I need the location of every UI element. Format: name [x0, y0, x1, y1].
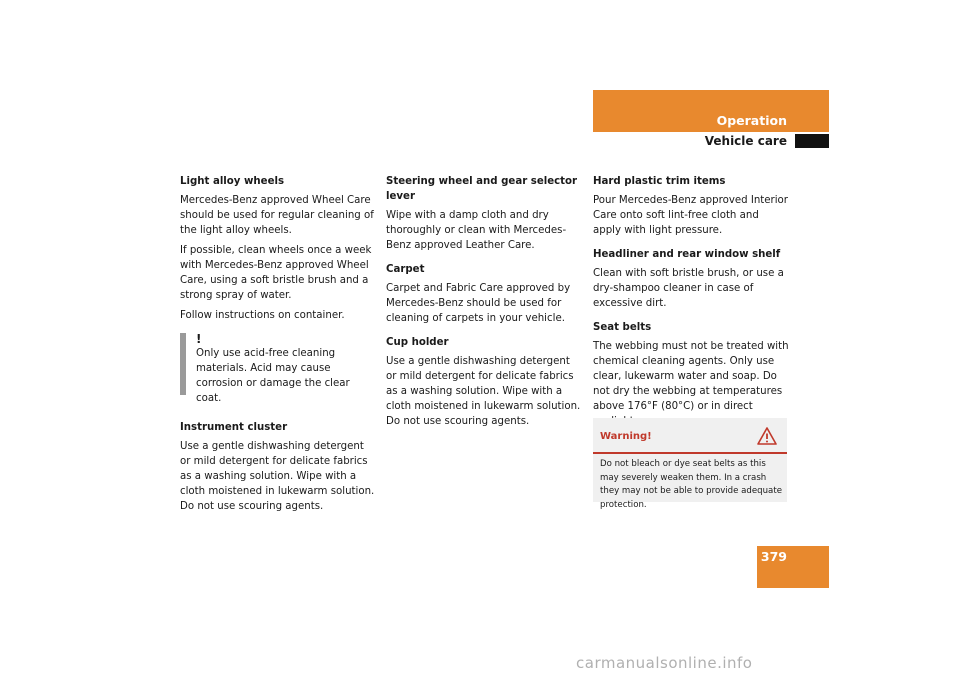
section-hard-plastic-trim	[593, 174, 789, 238]
section-seat-belts	[593, 320, 789, 429]
paragraph: Carpet and Fabric Care approved by Mercedes-Benz should be used for cleaning of carpets in your vehicle.	[386, 283, 571, 324]
warning-triangle-icon	[757, 427, 777, 445]
column-2	[386, 174, 582, 434]
column-1	[180, 174, 376, 519]
header-marker	[795, 134, 829, 148]
warning-title: Warning!	[600, 431, 652, 442]
section-cup-holder	[386, 335, 582, 429]
paragraph: Follow instructions on container.	[180, 310, 345, 321]
section-instrument-cluster	[180, 420, 376, 514]
section-carpet	[386, 262, 582, 326]
paragraph: Use a gentle dishwashing detergent or mild detergent for delicate fabrics as a washing solution. Wipe with a cloth moistened in lukewarm solution. Do not use scouring agents.	[180, 441, 375, 512]
notice-box	[180, 333, 376, 406]
section-headliner	[593, 247, 789, 311]
warning-divider	[593, 452, 787, 454]
exclamation-icon: !	[196, 332, 202, 346]
section-light-alloy-wheels	[180, 174, 376, 323]
section-steering-wheel	[386, 174, 582, 253]
section-title: Operation	[716, 113, 787, 128]
heading-instrument-cluster: Instrument cluster	[180, 422, 288, 433]
paragraph: Pour Mercedes-Benz approved Interior Care onto soft lint-free cloth and apply with light pressure.	[593, 195, 788, 236]
paragraph: Wipe with a damp cloth and dry thoroughly or clean with Mercedes-Benz approved Leather Care.	[386, 210, 567, 251]
heading-seat-belts: Seat belts	[593, 322, 652, 333]
notice-bar	[180, 333, 186, 395]
paragraph: Clean with soft bristle brush, or use a dry-shampoo cleaner in case of excessive dirt.	[593, 268, 784, 309]
heading-hard-plastic-trim: Hard plastic trim items	[593, 176, 726, 187]
watermark: carmanualsonline.info	[576, 654, 753, 672]
notice-text: Only use acid-free cleaning materials. Acid may cause corrosion or damage the clear coat.	[196, 348, 350, 404]
heading-cup-holder: Cup holder	[386, 337, 449, 348]
warning-box	[593, 418, 787, 510]
column-3	[593, 174, 789, 434]
paragraph: Mercedes-Benz approved Wheel Care should be used for regular cleaning of the light alloy wheels.	[180, 195, 374, 236]
heading-headliner: Headliner and rear window shelf	[593, 249, 781, 260]
page-number-box	[757, 546, 829, 588]
warning-text: Do not bleach or dye seat belts as this may severely weaken them. In a crash they may not be able to provide adequate protection.	[600, 459, 782, 510]
section-header-bar	[593, 90, 829, 132]
heading-carpet: Carpet	[386, 264, 425, 275]
paragraph: If possible, clean wheels once a week with Mercedes-Benz approved Wheel Care, using a soft bristle brush and a strong spray of water.	[180, 245, 372, 301]
paragraph: Use a gentle dishwashing detergent or mild detergent for delicate fabrics as a washing solution. Wipe with a cloth moistened in lukewarm solution. Do not use scouring agents.	[386, 356, 581, 427]
subsection-title: Vehicle care	[704, 134, 787, 148]
heading-light-alloy-wheels: Light alloy wheels	[180, 176, 285, 187]
heading-steering-wheel: Steering wheel and gear selector lever	[386, 176, 578, 202]
page-number: 379	[760, 549, 787, 564]
paragraph: The webbing must not be treated with chemical cleaning agents. Only use clear, lukewarm water and soap. Do not dry the webbing at temperatures above 176°F (80°C) or in direct	[593, 341, 789, 412]
